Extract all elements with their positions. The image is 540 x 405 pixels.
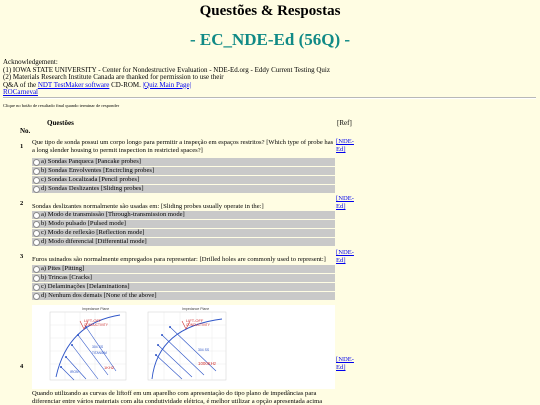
radio-button[interactable] bbox=[33, 212, 40, 219]
right-diagram-title: Impedance Plane bbox=[182, 307, 210, 311]
answer-option-label: c) Sondas Localizada [Pencil probes] bbox=[41, 176, 140, 183]
radio-button[interactable] bbox=[33, 275, 40, 282]
question-number: 4 bbox=[20, 363, 24, 370]
question-text: Que tipo de sonda possui um corpo longo para permitir a inspeção em espaços restritos? [Which type of probe has a long slender housing to permit inspection in restricted spaces?] bbox=[32, 139, 334, 154]
answer-option[interactable] bbox=[32, 265, 335, 273]
question-number: 1 bbox=[20, 143, 24, 150]
question-text: Furos usinados são normalmente empregados para representar: [Drilled holes are commonly used to represent:] bbox=[32, 256, 326, 263]
radio-button[interactable] bbox=[33, 284, 40, 291]
radio-button[interactable] bbox=[33, 230, 40, 237]
answer-option-label: d) Nenhum dos demais [None of the above] bbox=[41, 292, 157, 299]
impedance-plane-diagrams bbox=[32, 305, 335, 389]
question-number: 3 bbox=[20, 253, 24, 260]
answer-option[interactable] bbox=[32, 185, 335, 193]
left-label-304ss: 304 SS bbox=[92, 345, 104, 349]
answer-option-label: c) Modo de reflexão [Reflection mode] bbox=[41, 229, 145, 236]
answer-option-label: a) Sondas Panqueca [Pancake probes] bbox=[41, 158, 141, 165]
header-ref: [Ref] bbox=[337, 119, 352, 127]
answer-option[interactable] bbox=[32, 167, 335, 175]
answer-option-label: c) Delaminações [Delaminations] bbox=[41, 283, 130, 290]
radio-button[interactable] bbox=[33, 159, 40, 166]
question-ref bbox=[336, 195, 358, 210]
answer-option-label: a) Pites [Pitting] bbox=[41, 265, 85, 272]
radio-button[interactable] bbox=[33, 239, 40, 246]
answer-option-label: d) Modo diferencial [Differential mode] bbox=[41, 238, 147, 245]
answer-option[interactable] bbox=[32, 229, 335, 237]
answer-option-label: b) Modo pulsado [Pulsed mode] bbox=[41, 220, 126, 227]
ack-line-1: Acknowledgement: bbox=[3, 58, 58, 66]
ack-line-2: (1) IOWA STATE UNIVERSITY - Center for Nondestructive Evaluation - NDE-Ed.org - Eddy Current Testing Quiz bbox=[3, 65, 330, 74]
radio-button[interactable] bbox=[33, 293, 40, 300]
divider bbox=[3, 97, 536, 99]
answer-option-label: a) Modo de transmissão [Through-transmission mode] bbox=[41, 211, 185, 218]
rocarneval-link[interactable]: ROCarneval bbox=[3, 88, 38, 96]
question-ref bbox=[336, 138, 358, 153]
right-label-frequency: 1000KHz bbox=[198, 361, 217, 366]
left-label-frequency: 1KHZ bbox=[104, 365, 115, 370]
answer-option[interactable] bbox=[32, 292, 335, 300]
answer-option[interactable] bbox=[32, 220, 335, 228]
answer-option[interactable] bbox=[32, 238, 335, 246]
answer-option-label: b) Trincas [Cracks] bbox=[41, 274, 92, 281]
nde-ed-ref-link[interactable]: [NDE-Ed] bbox=[336, 195, 354, 210]
left-label-iron: IRON bbox=[70, 370, 79, 374]
left-label-liftoff: LIFT-OFF bbox=[84, 318, 102, 323]
acknowledgement bbox=[3, 59, 533, 97]
ack-line-5 bbox=[3, 89, 533, 97]
right-label-liftoff: LIFT-OFF bbox=[186, 318, 204, 323]
header-question: Questões bbox=[47, 119, 74, 127]
question-number: 2 bbox=[20, 200, 24, 207]
radio-button[interactable] bbox=[33, 266, 40, 273]
radio-button[interactable] bbox=[33, 221, 40, 228]
question-text: Sondas deslizantes normalmente são usadas em: [Sliding probes usually operate in the:] bbox=[32, 203, 264, 210]
header-no: No. bbox=[20, 127, 31, 135]
nde-ed-ref-link[interactable]: [NDE-Ed] bbox=[336, 356, 354, 371]
left-label-conductivity: CONDUCTIVITY bbox=[84, 323, 108, 327]
ndt-testmaker-link[interactable]: NDT TestMaker software bbox=[37, 80, 110, 89]
radio-button[interactable] bbox=[33, 186, 40, 193]
quiz-main-page-link[interactable]: |Quiz Main Page| bbox=[142, 80, 191, 89]
question-text: Quando utilizando as curvas de liftoff em um aparelho com apresentação do tipo plano de impedâncias para diferenciar entre vários materiais com alta condutividade elétrica, é melhor utilizar a opção apresentada acima bbox=[32, 390, 323, 405]
impedance-plane-figure bbox=[32, 305, 335, 389]
ack-line-3: (2) Materials Research Institute Canada are thanked for permission to use their bbox=[3, 73, 224, 81]
ack-line-4-mid: CD-ROM. bbox=[109, 80, 143, 89]
ack-line-4-prefix: Q&A of the bbox=[3, 80, 38, 89]
question-ref bbox=[336, 249, 358, 264]
answer-option[interactable] bbox=[32, 211, 335, 219]
answer-option-label: b) Sondas Envolventes [Encircling probes] bbox=[41, 167, 155, 174]
results-hint: Clique no botão de resultado final quando terminar de responder bbox=[3, 103, 120, 108]
nde-ed-ref-link[interactable]: [NDE-Ed] bbox=[336, 138, 354, 153]
page-subtitle: - EC_NDE-Ed (56Q) - bbox=[189, 30, 351, 49]
right-label-conductivity: CONDUCTIVITY bbox=[186, 323, 210, 327]
answer-option[interactable] bbox=[32, 158, 335, 166]
nde-ed-ref-link[interactable]: [NDE-Ed] bbox=[336, 249, 354, 264]
ack-line-4 bbox=[3, 82, 533, 90]
answer-option[interactable] bbox=[32, 283, 335, 291]
page-title: Questões & Respostas bbox=[199, 3, 341, 19]
radio-button[interactable] bbox=[33, 177, 40, 184]
question-ref bbox=[336, 356, 358, 371]
left-diagram-title: Impedance Plane bbox=[82, 307, 110, 311]
right-label-304ss: 304 SS bbox=[198, 348, 210, 352]
answer-option[interactable] bbox=[32, 176, 335, 184]
answer-option-label: d) Sondas Deslizantes [Sliding probes] bbox=[41, 185, 144, 192]
left-label-titanium: TITANIUM bbox=[92, 351, 107, 355]
radio-button[interactable] bbox=[33, 168, 40, 175]
answer-option[interactable] bbox=[32, 274, 335, 282]
